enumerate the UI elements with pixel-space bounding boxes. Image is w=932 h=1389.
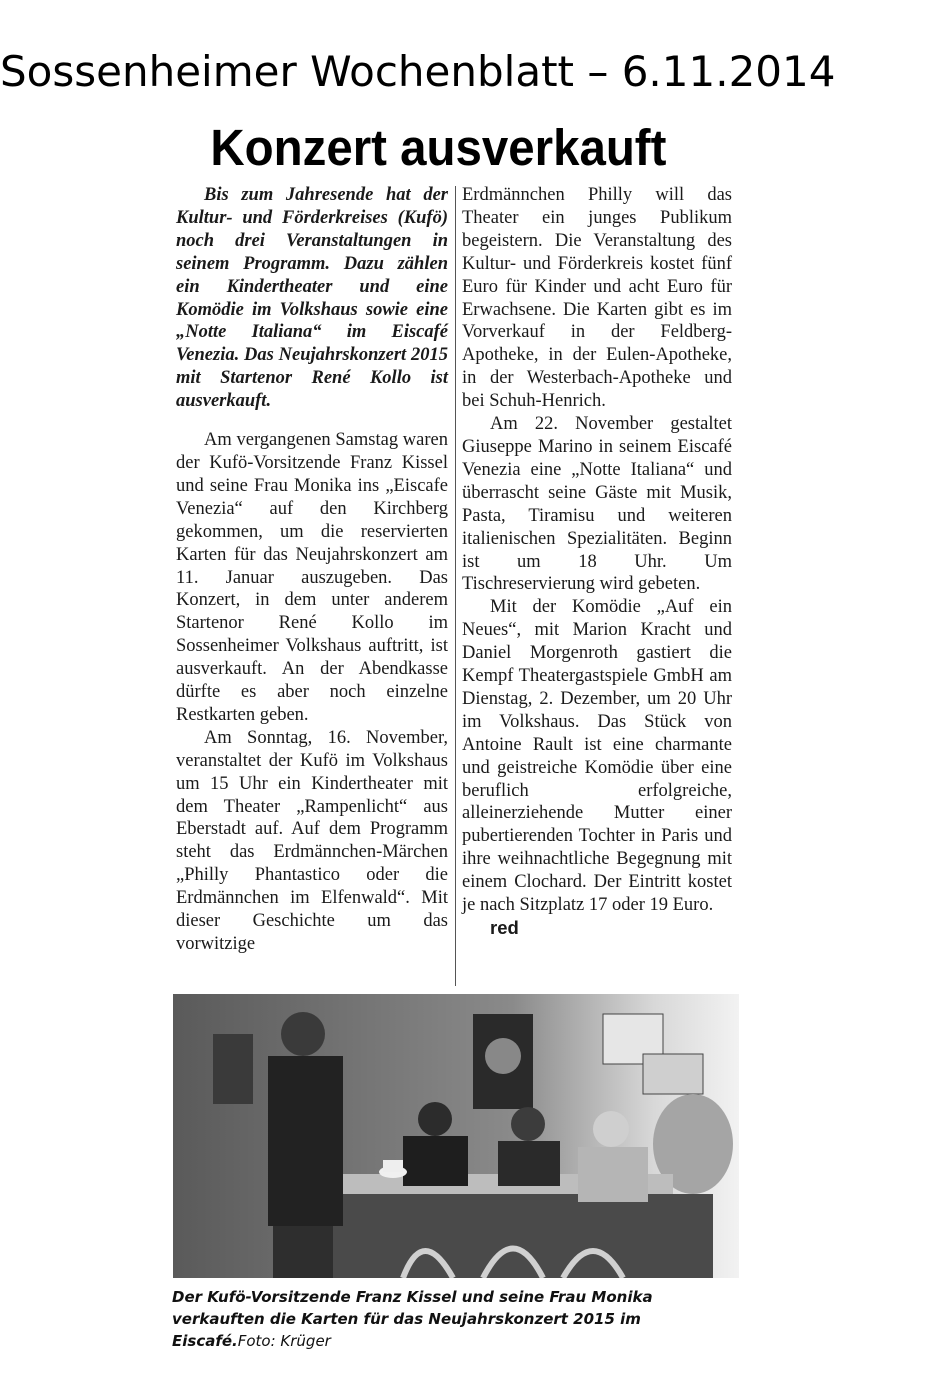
photo-credit: Foto: Krüger: [237, 1332, 331, 1350]
photo-caption: [172, 1286, 732, 1352]
article-headline: Konzert ausverkauft: [210, 119, 667, 176]
article-photo: [173, 994, 739, 1278]
cafe-scene-image: [173, 994, 739, 1278]
article-column-left: [176, 184, 448, 956]
article-lead: Bis zum Jahresende hat der Kultur- und Förderkreises (Kufö) noch drei Veranstaltungen in seinem Programm. Dazu zählen ein Kindertheater und eine Komödie im Volkshaus sowie eine „Notte Italiana“ im Eiscafé Venezia. Das Neujahrskonzert 2015 mit Startenor René Kollo ist ausverkauft.: [176, 185, 448, 412]
article-paragraph: Am vergangenen Samstag waren der Kufö-Vorsitzende Franz Kissel und seine Frau Monika ins „Eiscafe Venezia“ auf den Kirchberg gekommen, um die reservierten Karten für das Neujahrskonzert am 11. Januar auszugeben. Das Konzert, in dem unter anderem Startenor René Kollo im Sossenheimer Volkshaus auftritt, ist ausverkauft. An der Abendkasse dürfte es aber noch einzelne Restkarten geben.: [176, 430, 448, 725]
column-divider: [455, 186, 456, 986]
caption-text: Der Kufö-Vorsitzende Franz Kissel und seine Frau Monika verkauften die Karten für das Neujahrskonzert 2015 im Eiscafé.: [172, 1288, 653, 1350]
source-header: Sossenheimer Wochenblatt – 6.11.2014: [0, 47, 836, 96]
article-paragraph: Erdmännchen Philly will das Theater ein junges Publikum begeistern. Die Veranstaltung des Kultur- und Förderkreis kostet fünf Euro für Kinder und acht Euro für Erwachsene. Die Karten gibt es im Vorverkauf in der Feldberg-Apotheke, in der Eulen-Apotheke, in der Westerbach-Apotheke und bei Schuh-Henrich.: [462, 185, 732, 412]
article-paragraph: Am Sonntag, 16. November, veranstaltet der Kufö im Volkshaus um 15 Uhr ein Kindertheater mit dem Theater „Rampenlicht“ aus Eberstadt auf. Auf dem Programm steht das Erdmännchen-Märchen „Philly Phantastico oder die Erdmännchen im Elfenwald“. Mit dieser Geschichte um das vorwitzige: [176, 727, 448, 954]
article-column-right: [462, 184, 732, 940]
article-paragraph: Am 22. November gestaltet Giuseppe Marino in seinem Eiscafé Venezia eine „Notte Italiana“ und überrascht seine Gäste mit Musik, Pasta, Tiramisu und weiteren italienischen Spezialitäten. Beginn ist um 18 Uhr. Um Tischreservierung wird gebeten.: [462, 414, 732, 595]
article-paragraph: Mit der Komödie „Auf ein Neues“, mit Marion Kracht und Daniel Morgenroth gastiert die Kempf Theatergastspiele GmbH am Dienstag, 2. Dezember, um 20 Uhr im Volkshaus. Das Stück von Antoine Rault ist eine charmante und geistreiche Komödie über eine beruflich erfolgreiche, alleinerziehende Mutter einer pubertierenden Tochter in Paris und ihre weihnachtliche Begegnung mit einem Clochard. Der Eintritt kostet je nach Sitzplatz 17 oder 19 Euro.: [462, 597, 732, 916]
author-tag: red: [490, 917, 519, 938]
